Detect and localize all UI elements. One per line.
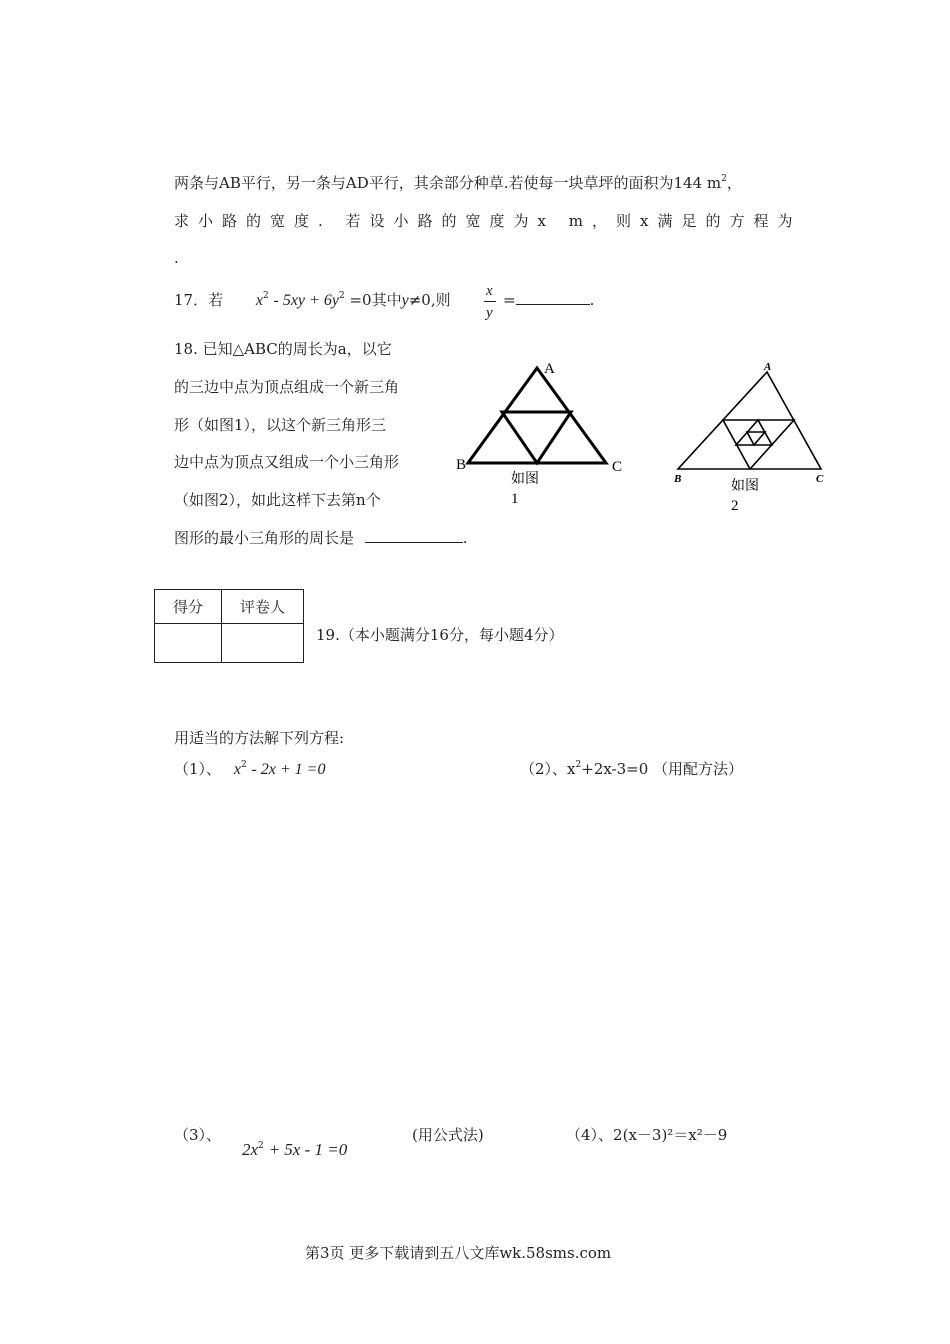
score-table [154, 589, 304, 663]
fig2-caption-number: 2 [731, 498, 739, 514]
q18-line-2: 的三边中点为顶点组成一个新三角 [174, 378, 400, 396]
q17: 17．若 $x^2 - 5xy + 6y^2 =0$其中y≠0,则 [174, 291, 451, 309]
score-header: 得分 [155, 590, 222, 624]
q19-part-3-method: (用公式法) [412, 1126, 484, 1144]
q19-title: 19.（本小题满分16分，每小题4分） [316, 626, 564, 644]
fig1-caption-number: 1 [511, 491, 519, 507]
q18-line-5: （如图2），如此这样下去第n个 [174, 491, 381, 509]
q16-line2: 求小路的宽度. 若设小路的宽度为x m，则x满足的方程为 [174, 212, 802, 230]
q19-instruction: 用适当的方法解下列方程: [174, 729, 345, 747]
q16-line1: 两条与AB平行，另一条与AD平行，其余部分种草.若使每一块草坪的面积为144 $m^2$， [174, 174, 742, 192]
score-cell[interactable] [155, 624, 222, 663]
q18-line-3: 形（如图1），以这个新三角形三 [174, 416, 387, 434]
q17-frac-bar [484, 301, 496, 302]
grader-cell[interactable] [222, 624, 304, 663]
fig1-outer-triangle [468, 368, 606, 463]
figure-2 [668, 355, 848, 515]
fig1-midpoint-triangle [502, 412, 571, 463]
fig2-fourth-triangle [747, 432, 765, 445]
fig1-caption: 如图 [511, 471, 539, 487]
q17-frac-den: y [486, 305, 493, 321]
fig1-label-a: A [544, 361, 555, 377]
q19-part-2: （2）、$x^2+2x-3=0$ （用配方法） [520, 760, 744, 778]
fig1-label-c: C [612, 459, 623, 475]
page-footer: 第3页 更多下载请到五八文库wk.58sms.com [305, 1244, 612, 1262]
fig2-label-c: C [816, 473, 824, 485]
fig2-label-b: B [674, 473, 682, 485]
grader-header: 评卷人 [222, 590, 304, 624]
q17-answer: = . [503, 291, 595, 309]
fig1-label-b: B [456, 457, 467, 473]
q17-frac-num: x [486, 283, 493, 299]
q16-line3: . [174, 249, 179, 267]
q19-part-3-equation: $2x^2 + 5x - 1 =0$ [242, 1140, 348, 1159]
q18-line-6: 图形的最小三角形的周长是 . [174, 529, 468, 547]
q17-number: 17．若 [174, 291, 224, 309]
fig2-caption: 如图 [731, 478, 759, 494]
q19-part-4: （4）、2(x－3)²＝x²－9 [566, 1126, 728, 1144]
figure-1 [450, 355, 635, 515]
q18-line-1: 18. 已知△ABC的周长为a，以它 [174, 340, 392, 358]
q19-part-1: （1）、 $x^2 - 2x + 1 =0$ [174, 760, 326, 778]
q18-line-4: 边中点为顶点又组成一个小三角形 [174, 453, 400, 471]
fig2-label-a: A [764, 361, 772, 373]
q19-part-3-label: （3）、 [174, 1126, 222, 1144]
